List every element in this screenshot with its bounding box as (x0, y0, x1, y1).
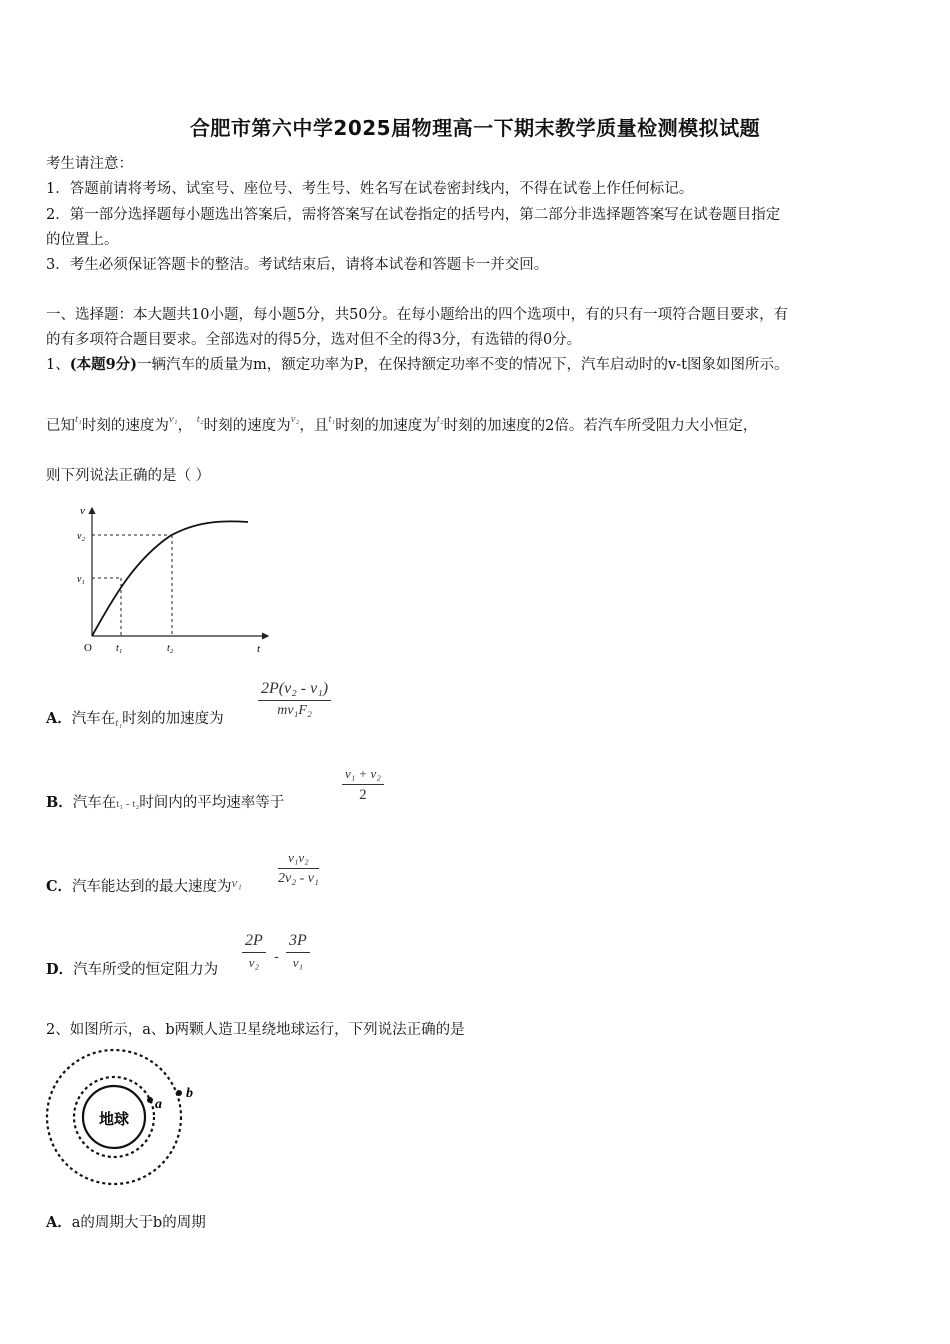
q1-number: 1、 (46, 357, 70, 373)
q2-stem: 2、如图所示，a、b两颗人造卫星绕地球运行，下列说法正确的是 (46, 1022, 465, 1038)
q1-option-d-minus: - (274, 949, 279, 965)
t2-label: t₂ (167, 643, 174, 654)
notice-heading: 考生请注意： (46, 156, 133, 172)
q1-option-c-formula: $\frac{\text{v₁v₂}}{\text{2v₂ - v₁}}$ (278, 850, 319, 886)
q1-stem-text: 一辆汽车的质量为m，额定功率为P，在保持额定功率不变的情况下，汽车启动时的v-t图象如图所示。 (137, 357, 789, 373)
origin-label: O (84, 642, 92, 654)
notice-item-1: 1．答题前请将考场、试室号、座位号、考生号、姓名写在试卷密封线内，不得在试卷上作任何标记。 (46, 181, 694, 197)
q1-score: (本题9分) (69, 356, 138, 373)
q1-question-line: 则下列说法正确的是（ ） (46, 468, 211, 484)
notice-item-2-cont: 的位置上。 (46, 232, 119, 248)
section1-intro-line1: 一、选择题：本大题共10小题，每小题5分，共50分。在每小题给出的四个选项中，有的只有一项符合题目要求，有 (46, 307, 789, 323)
orbit-figure (40, 1044, 210, 1190)
vt-graph (70, 500, 280, 660)
v2-label: v₂ (77, 531, 85, 542)
q1-option-d-formula-2: 3P v₁ (286, 932, 310, 971)
q1-option-a: A．汽车在$_{t_1}$时刻的加速度为 (46, 710, 224, 729)
satellite-b (176, 1090, 182, 1096)
q1-stem (46, 353, 788, 374)
earth-label: 地球 (98, 1110, 130, 1128)
vt-curve (92, 521, 248, 636)
q1-option-c: C．汽车能达到的最大速度为v₁ (46, 875, 242, 895)
t1-label: t₁ (116, 643, 123, 654)
q1-option-d-formula-1: 2P v₂ (242, 932, 266, 971)
t-axis-label: t (257, 643, 261, 655)
v-axis-label: v (80, 505, 85, 517)
section1-intro-line2: 的有多项符合题目要求。全部选对的得5分，选对但不全的得3分，有选错的得0分。 (46, 332, 582, 348)
q1-option-b: B．汽车在t₁ - t₂时间内的平均速率等于 (46, 794, 285, 811)
notice-item-3: 3．考生必须保证答题卡的整洁。考试结束后，请将本试卷和答题卡一并交回。 (46, 257, 549, 273)
satellite-a (147, 1097, 153, 1103)
q2-option-a: A．a的周期大于b的周期 (46, 1214, 206, 1231)
q1-option-a-formula: $\frac{\text{2P(v₂ - v₁)}}{\text{mv₁F₂}}$ (258, 680, 331, 719)
satellite-b-label: b (186, 1086, 193, 1101)
v1-label: v₁ (77, 574, 85, 585)
q1-condition-line: 已知$^{t_1}$时刻的速度为$^{v_1}$， $^{t_2}$时刻的速度为$^{v_2}$，且$^{t_1}$时刻的加速度为$^{t_2}$时刻的加速度的2倍。若汽车所受阻力大小恒定， (46, 413, 758, 434)
notice-item-2: 2．第一部分选择题每小题选出答案后，需将答案写在试卷指定的括号内，第二部分非选择题答案写在试卷题目指定 (46, 207, 781, 223)
q1-option-d: D．汽车所受的恒定阻力为 (46, 961, 219, 978)
page-title: 合肥市第六中学2025届物理高一下期末教学质量检测模拟试题 (189, 116, 761, 140)
q1-option-b-formula: $\frac{\text{v₁ + v₂}}{2}$ (342, 766, 384, 804)
satellite-a-label: a (155, 1097, 162, 1112)
